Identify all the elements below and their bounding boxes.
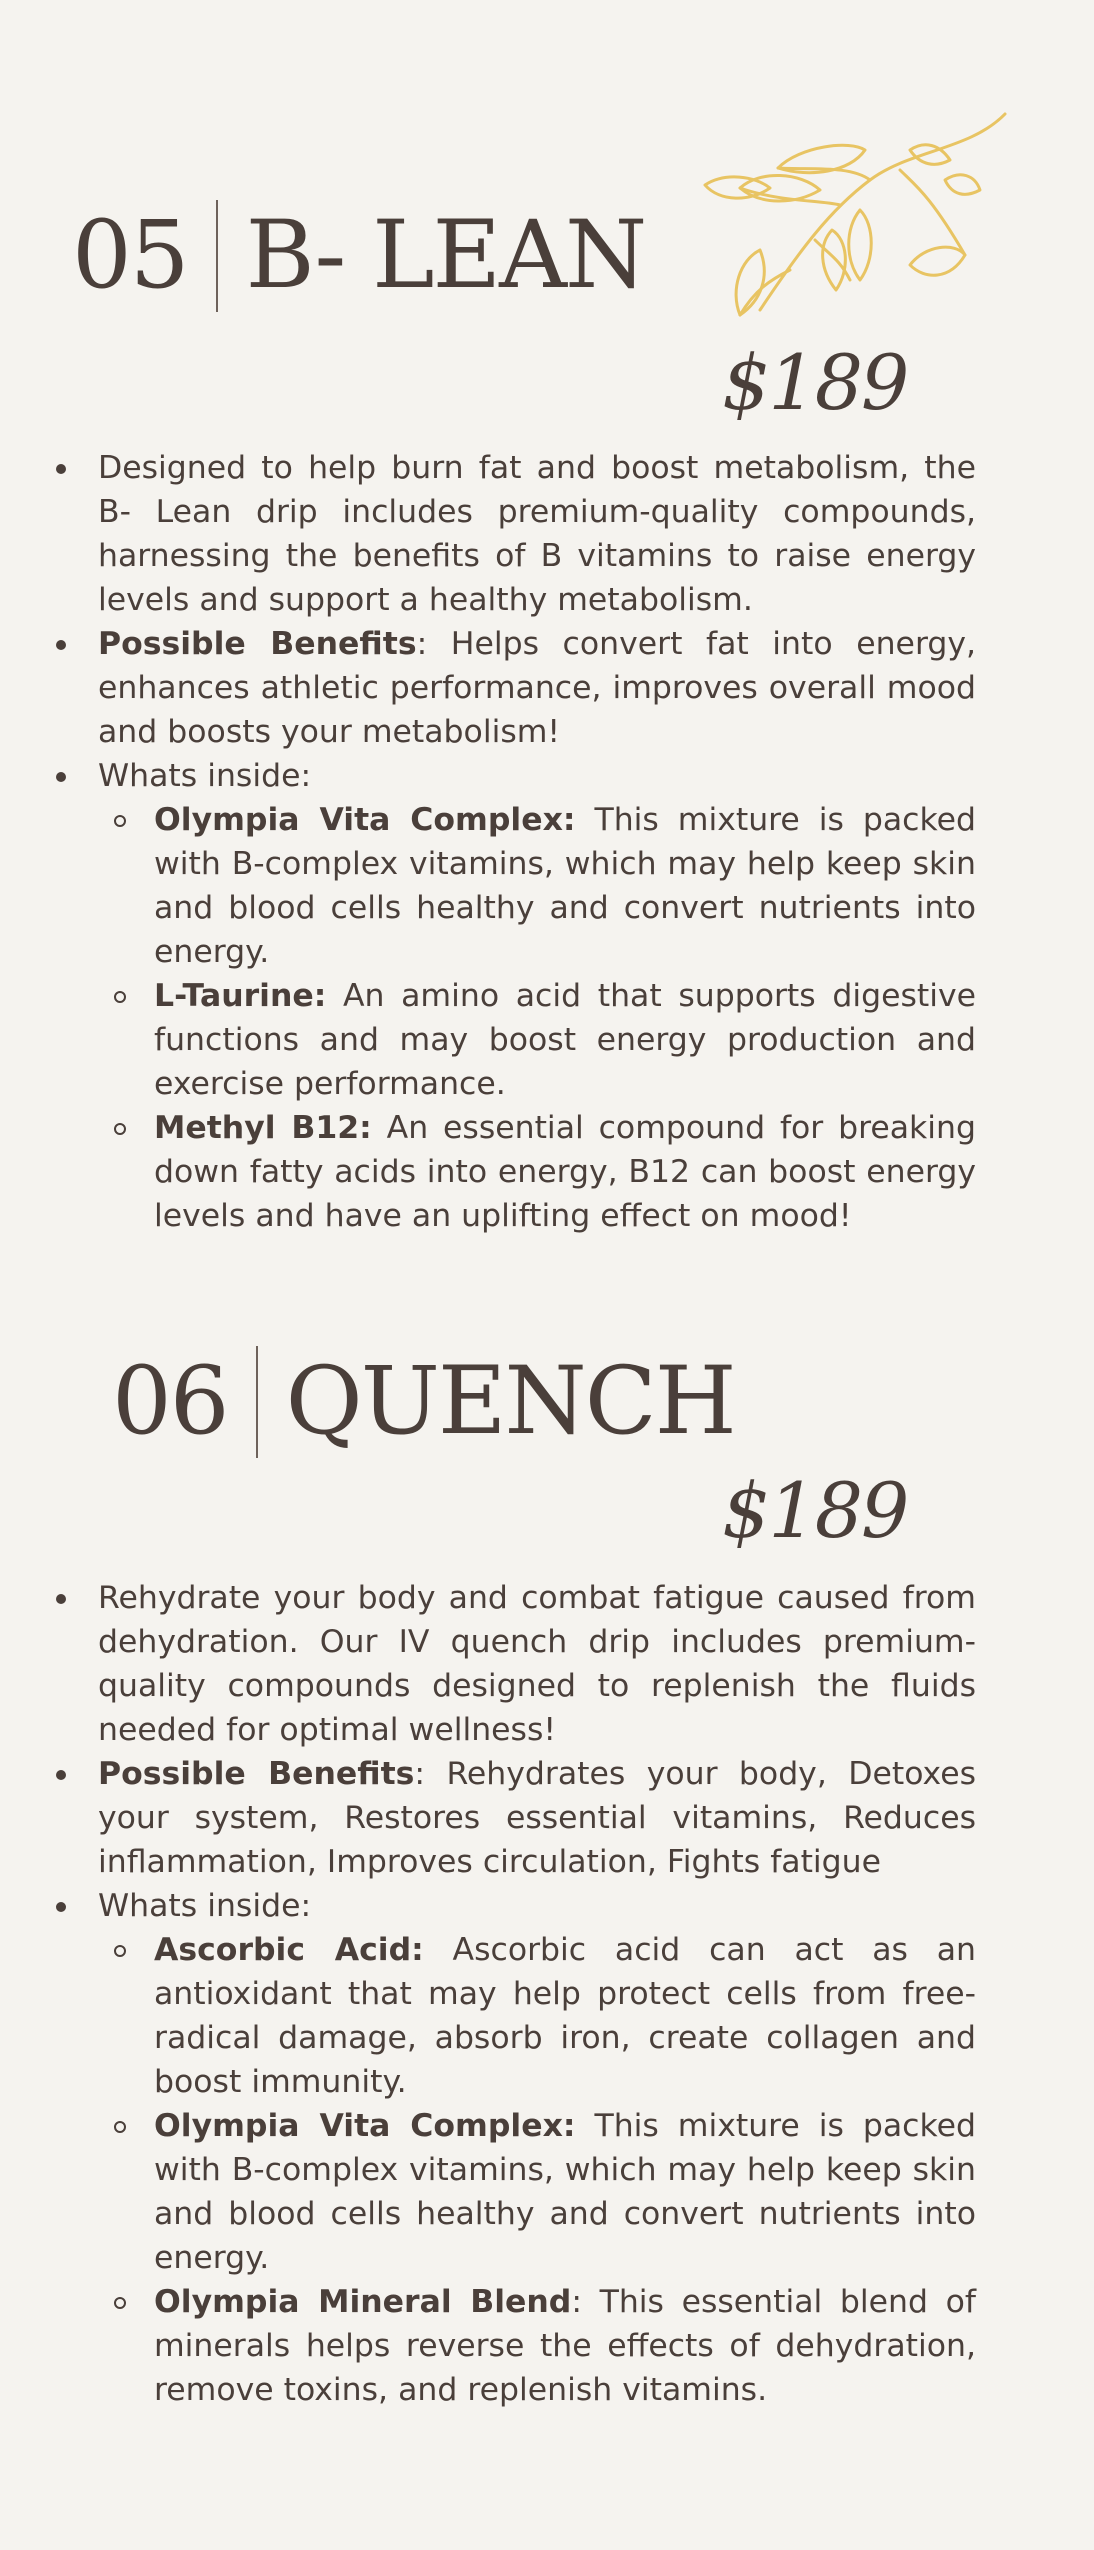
ingredient-name: Methyl B12: [154,1110,372,1146]
list-item-benefits [52,1752,976,1884]
ingredient-name: Olympia Vita Complex: [154,802,576,838]
ingredient-text: An amino acid that supports digestive functions and may boost energy production and exercise performance. [154,978,976,1102]
intro-text: Rehydrate your body and combat fatigue caused from dehydration. Our IV quench drip includes premium-quality compounds designed to replenish the fluids needed for optimal wellness! [98,1580,976,1748]
benefits-label: Possible Benefits [98,626,417,662]
ingredient-item [154,974,976,1106]
benefits-label: Possible Benefits [98,1756,415,1792]
section-name: QUENCH [285,1347,735,1456]
section-number: 06 [112,1347,228,1456]
ingredient-text: An essential compound for breaking down fatty acids into energy, B12 can boost energy levels and have an uplifting effect on mood! [154,1110,977,1234]
ingredient-text: This mixture is packed with B-complex vitamins, which may help keep skin and blood cells healthy and convert nutrients into energy. [154,2108,976,2276]
list-item-benefits [52,622,976,754]
intro-text: Designed to help burn fat and boost metabolism, the B- Lean drip includes premium-quality compounds, harnessing the benefits of B vitamins to raise energy levels and support a healthy metabolism. [98,450,976,618]
section-title [112,1346,735,1458]
list-item-intro [52,1576,976,1752]
inside-label: Whats inside: [98,1888,312,1924]
ingredient-item [154,2104,976,2280]
ingredient-item [154,1928,976,2104]
ingredient-item [154,798,976,974]
ingredient-item [154,1106,976,1238]
details-list [52,1576,976,2412]
ingredients-list [98,1928,976,2412]
ingredient-name: Ascorbic Acid: [154,1932,424,1968]
price: $189 [722,338,908,427]
section-title [72,200,645,312]
ingredient-name: L-Taurine: [154,978,327,1014]
price: $189 [722,1466,908,1555]
inside-label: Whats inside: [98,758,312,794]
section-name: B- LEAN [245,201,646,310]
benefits-text: : Rehydrates your body, Detoxes your system, Restores essential vitamins, Reduces inflammation, Improves circulation, Fights fatigue [98,1756,976,1880]
ingredient-name: Olympia Vita Complex: [154,2108,576,2144]
ingredients-list [98,798,976,1238]
list-item-intro [52,446,976,622]
ingredient-item [154,2280,976,2412]
list-item-inside [52,754,976,1238]
title-divider [256,1346,258,1458]
benefits-text: : Helps convert fat into energy, enhances athletic performance, improves overall mood and boosts your metabolism! [98,626,976,750]
ingredient-text: This mixture is packed with B-complex vitamins, which may help keep skin and blood cells healthy and convert nutrients into energy. [154,802,976,970]
list-item-inside [52,1884,976,2412]
details-list [52,446,976,1238]
section-number: 05 [72,201,188,310]
ingredient-text: : This essential blend of minerals helps reverse the effects of dehydration, remove toxins, and replenish vitamins. [154,2284,976,2408]
leaf-branch-icon [700,110,1010,320]
ingredient-name: Olympia Mineral Blend [154,2284,572,2320]
title-divider [216,200,218,312]
ingredient-text: Ascorbic acid can act as an antioxidant that may help protect cells from free-radical damage, absorb iron, create collagen and boost immunity. [154,1932,976,2100]
